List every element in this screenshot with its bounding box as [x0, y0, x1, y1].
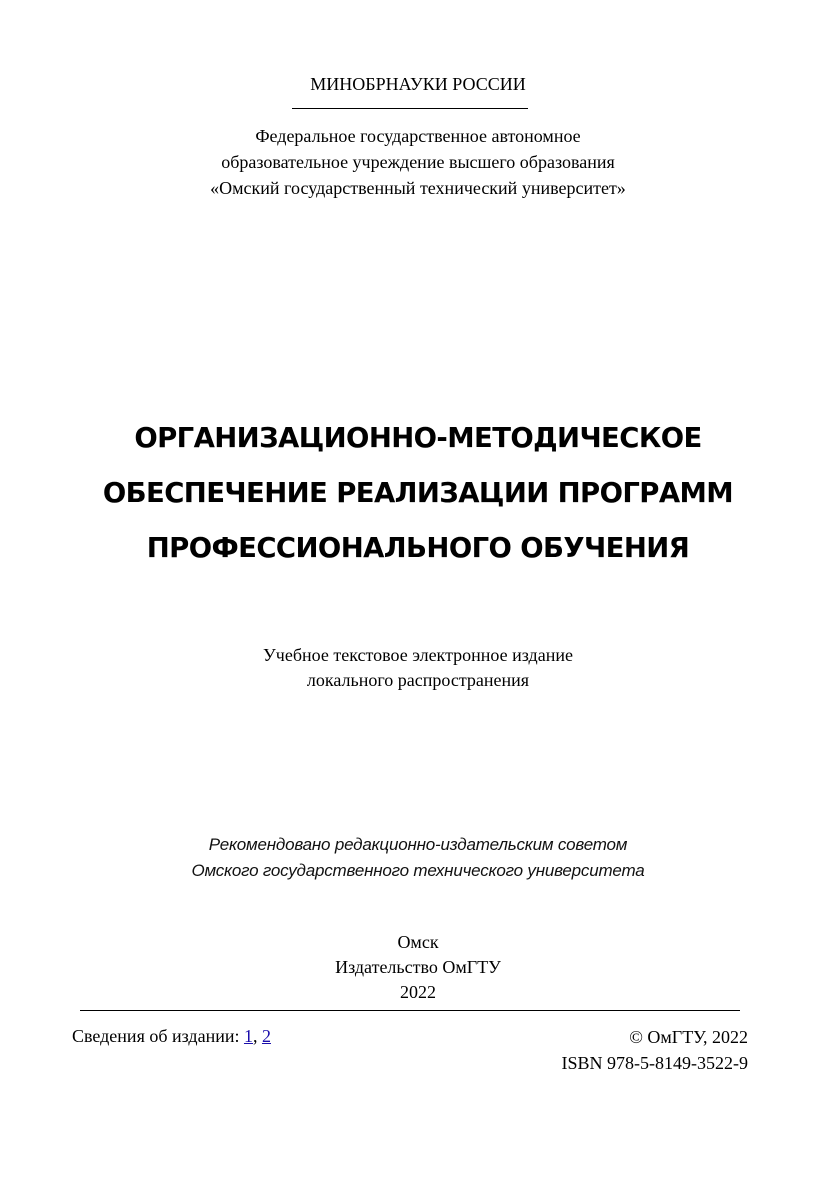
edition-info — [72, 1024, 271, 1048]
imprint-year: 2022 — [400, 982, 436, 1002]
rights-block — [562, 1024, 749, 1076]
imprint-block — [0, 930, 836, 1005]
institution-line: Федеральное государственное автономное — [255, 126, 581, 146]
recommendation-line: Омского государственного технического университета — [191, 861, 645, 880]
ministry-name: МИНОБРНАУКИ РОССИИ — [310, 74, 526, 94]
title-line: ОБЕСПЕЧЕНИЕ РЕАЛИЗАЦИИ ПРОГРАММ — [102, 477, 734, 509]
recommendation-line: Рекомендовано редакционно-издательским советом — [208, 835, 628, 854]
imprint-city: Омск — [397, 932, 439, 952]
edition-info-label: Сведения об издании: — [72, 1026, 244, 1046]
edition-info-link-1[interactable]: 1 — [243, 1026, 253, 1046]
isbn-text: ISBN 978-5-8149-3522-9 — [561, 1053, 748, 1073]
institution-line: образовательное учреждение высшего образования — [221, 152, 615, 172]
link-separator: , — [252, 1026, 262, 1046]
footer-divider — [80, 1010, 740, 1011]
edition-type — [0, 643, 836, 693]
institution-block — [0, 123, 836, 201]
title-line: ПРОФЕССИОНАЛЬНОГО ОБУЧЕНИЯ — [146, 532, 690, 564]
ministry-underline — [292, 108, 528, 109]
copyright-text: © ОмГТУ, 2022 — [629, 1027, 748, 1047]
document-title — [0, 411, 836, 576]
edition-info-link-2[interactable]: 2 — [261, 1026, 271, 1046]
imprint-publisher: Издательство ОмГТУ — [335, 957, 501, 977]
institution-line: «Омский государственный технический университет» — [210, 178, 626, 198]
edition-line: Учебное текстовое электронное издание — [263, 645, 573, 665]
edition-line: локального распространения — [306, 670, 530, 690]
title-line: ОРГАНИЗАЦИОННО-МЕТОДИЧЕСКОЕ — [134, 422, 702, 454]
recommendation-note — [0, 832, 836, 884]
